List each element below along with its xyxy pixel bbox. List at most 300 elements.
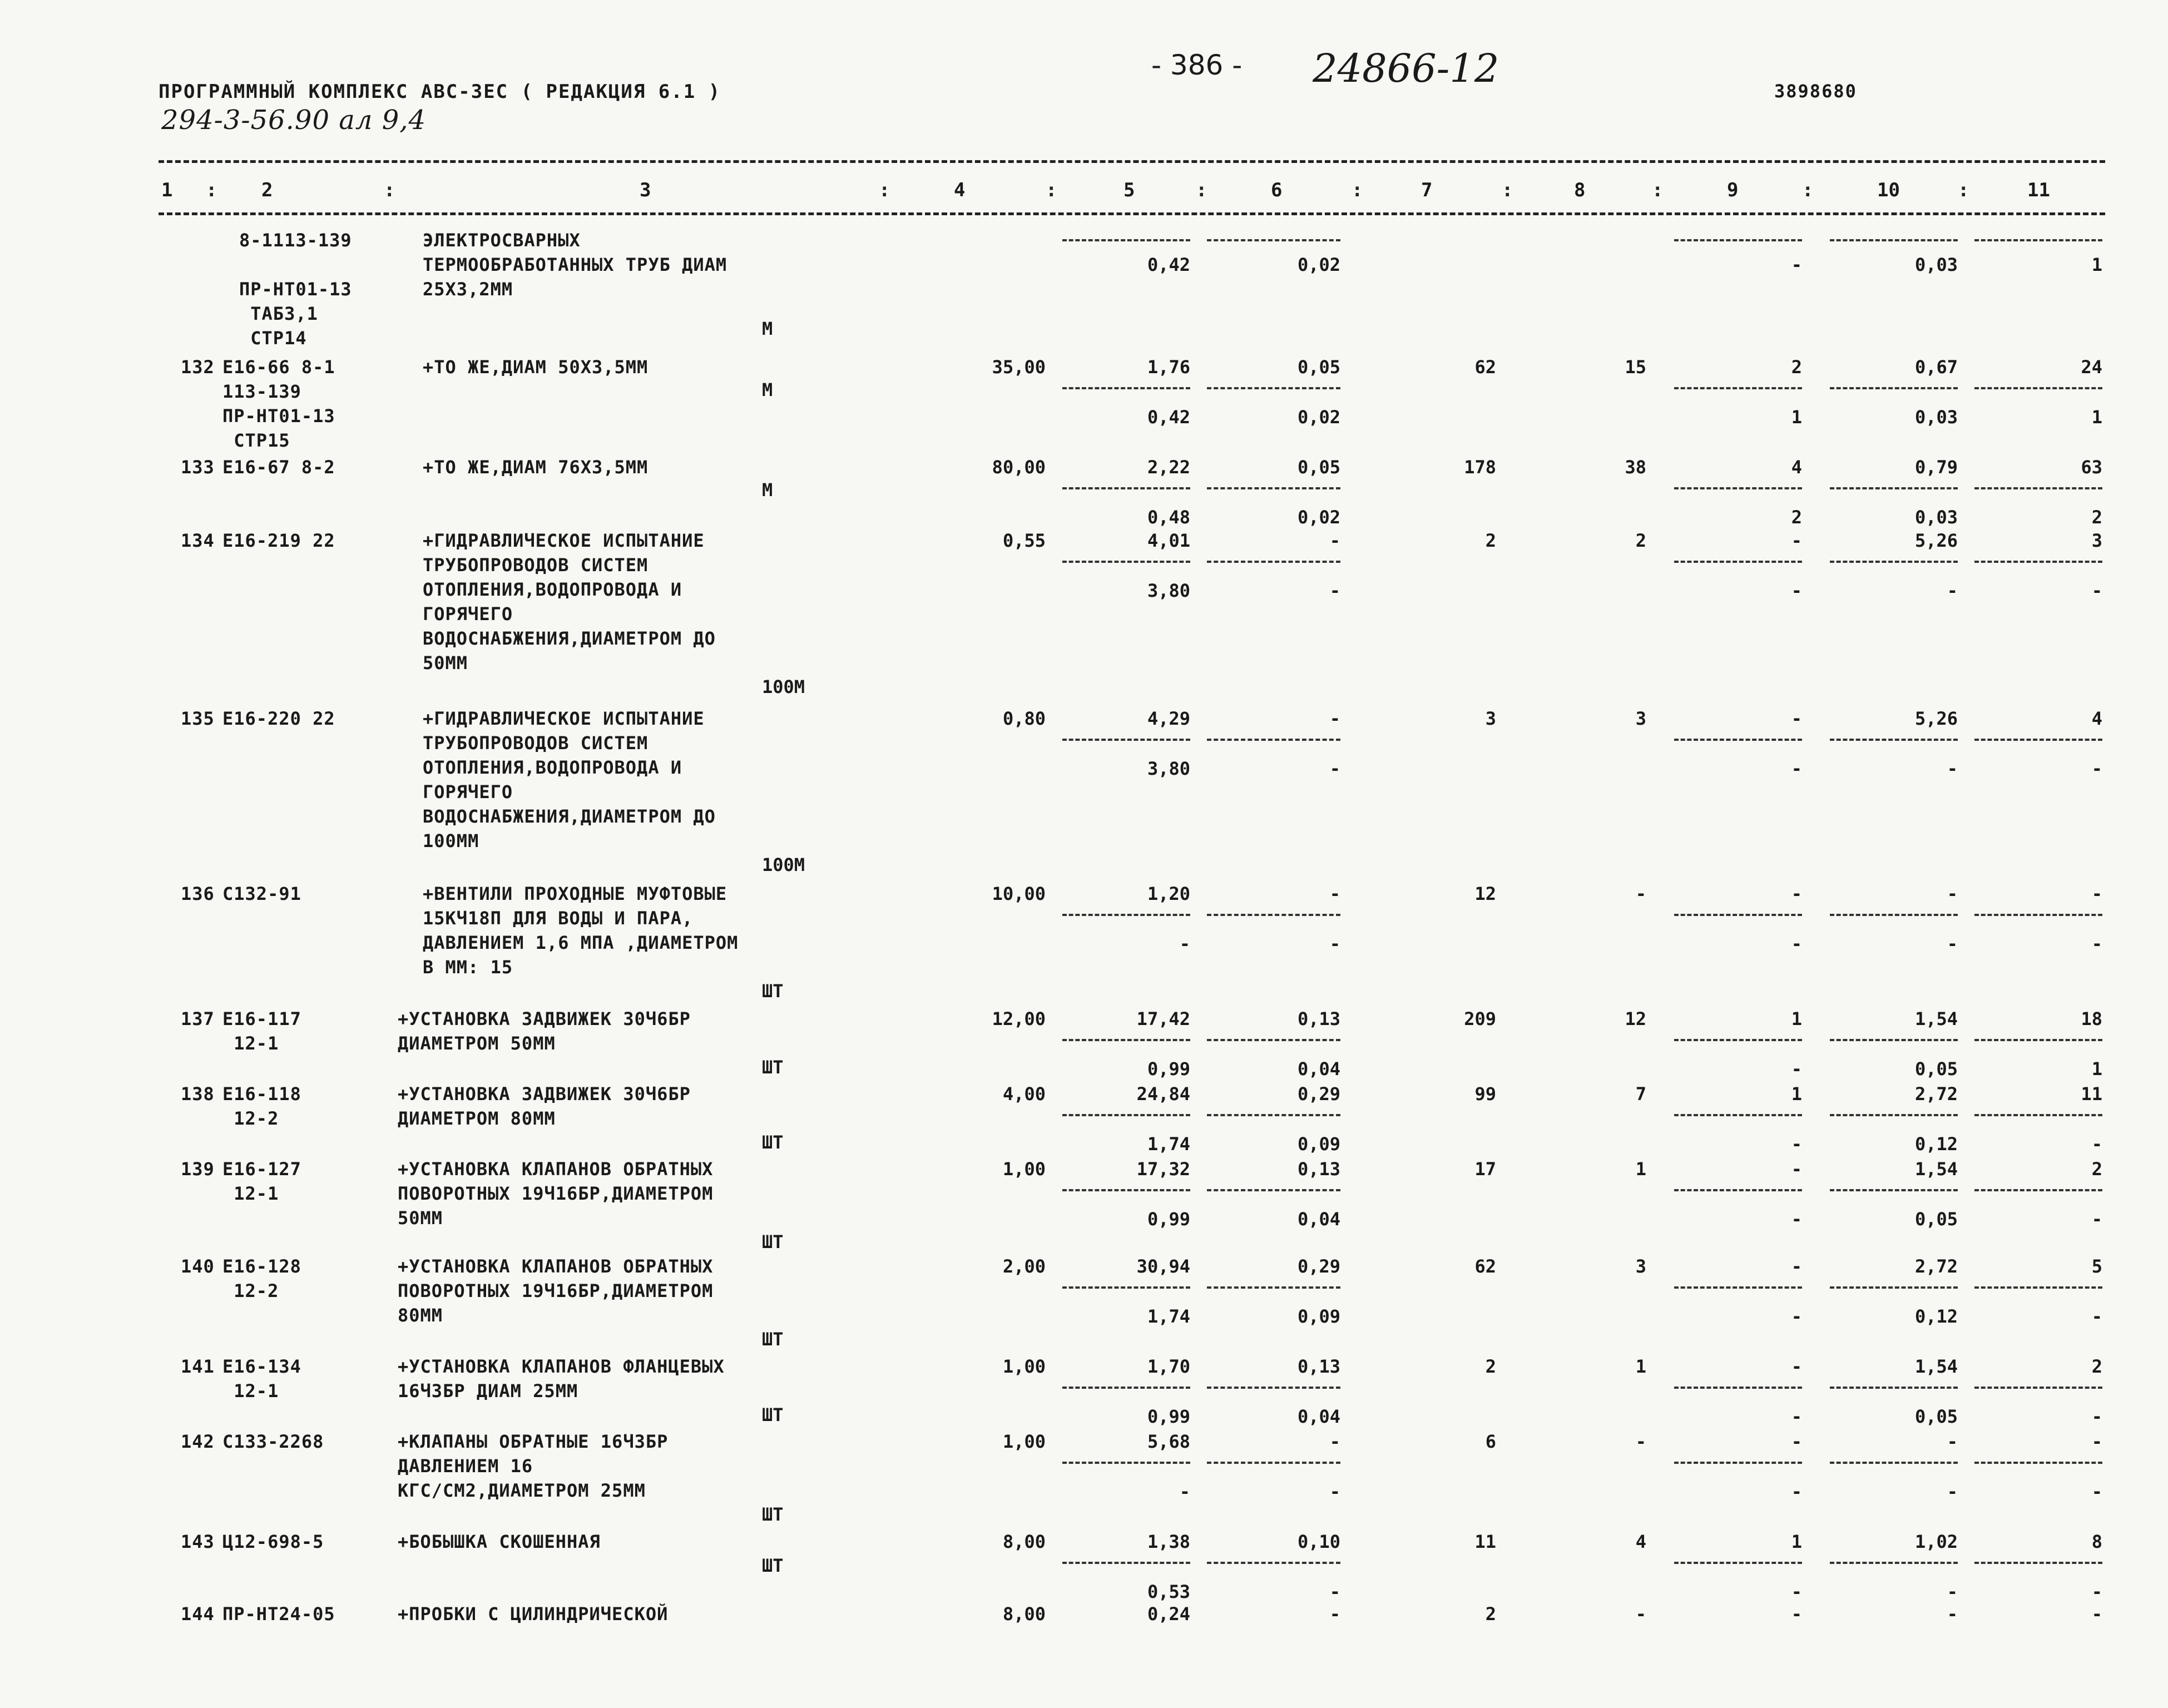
row-number: 134 (181, 530, 215, 551)
value-col6-b: 0,09 (1297, 1133, 1340, 1155)
value-col5-a: 1,70 (1147, 1356, 1190, 1377)
value-separator (1207, 561, 1340, 563)
column-header: 2 (261, 179, 273, 201)
value-col6-a: 0,13 (1297, 1008, 1340, 1029)
value-separator (1062, 239, 1190, 241)
row-number: 135 (181, 708, 215, 729)
value-col8: 15 (1625, 357, 1646, 378)
value-col11-b: 1 (2091, 254, 2102, 275)
value-separator (1974, 1114, 2102, 1116)
value-col6-b: - (1329, 933, 1340, 954)
value-col7: 99 (1474, 1083, 1496, 1105)
value-col4: 0,55 (1002, 530, 1046, 551)
value-col10-a: 2,72 (1914, 1256, 1958, 1277)
value-col9-b: - (1791, 933, 1802, 954)
value-col7: 17 (1474, 1159, 1496, 1180)
value-col9-b: - (1791, 758, 1802, 779)
value-col4: 1,00 (1002, 1356, 1046, 1377)
value-col11-a: 2 (2091, 1356, 2102, 1377)
value-col6-b: 0,02 (1297, 507, 1340, 528)
value-col6-a: 0,10 (1297, 1531, 1340, 1552)
norm-code: Ц12-698-5 (222, 1531, 324, 1552)
value-col7: 2 (1485, 1603, 1496, 1625)
row-number: 137 (181, 1008, 215, 1029)
value-col5-a: 1,76 (1147, 357, 1190, 378)
value-col8: 3 (1635, 1256, 1646, 1277)
value-col9-a: 4 (1791, 457, 1802, 478)
value-col11-a: 63 (2081, 457, 2102, 478)
value-separator (1974, 1462, 2102, 1464)
row-number: 143 (181, 1531, 215, 1552)
value-col10-a: 1,54 (1914, 1159, 1958, 1180)
value-col11-b: - (2091, 1581, 2102, 1602)
value-col5-a: 5,68 (1147, 1431, 1190, 1452)
work-description: +КЛАПАНЫ ОБРАТНЫЕ 16Ч3БР ДАВЛЕНИЕМ 16 КГС/СМ2,ДИАМЕТРОМ 25ММ (398, 1431, 669, 1501)
value-separator (1062, 1462, 1190, 1464)
work-description: +ТО ЖЕ,ДИАМ 76Х3,5ММ (423, 457, 649, 478)
value-separator (1674, 1462, 1802, 1464)
value-col9-b: - (1791, 1581, 1802, 1602)
value-col6-a: 0,29 (1297, 1256, 1340, 1277)
value-separator (1062, 1189, 1190, 1191)
value-separator (1674, 1286, 1802, 1289)
value-col7: 178 (1464, 457, 1496, 478)
value-col10-b: 0,03 (1914, 407, 1958, 428)
column-header: 7 (1421, 179, 1433, 201)
value-col8: 1 (1635, 1356, 1646, 1377)
value-col5-b: - (1179, 933, 1190, 954)
value-col6-a: 0,13 (1297, 1159, 1340, 1180)
value-separator (1674, 239, 1802, 241)
column-separator: : (1046, 179, 1057, 201)
column-header: 5 (1123, 179, 1135, 201)
value-separator (1674, 1387, 1802, 1389)
value-col5-a: 30,94 (1136, 1256, 1190, 1277)
unit-of-measure: ШТ (762, 1132, 784, 1153)
unit-of-measure: ШТ (762, 1404, 784, 1425)
value-col8: 2 (1635, 530, 1646, 551)
row-number: 138 (181, 1083, 215, 1105)
value-col8: - (1635, 1431, 1646, 1452)
norm-code: Е16-66 8-1 113-139 ПР-НТ01-13 СТР15 (222, 357, 335, 451)
value-col8: 12 (1625, 1008, 1646, 1029)
value-col7: 3 (1485, 708, 1496, 729)
value-col8: 1 (1635, 1159, 1646, 1180)
unit-of-measure: М (762, 479, 773, 501)
value-col4: 1,00 (1002, 1431, 1046, 1452)
value-col9-b: - (1791, 580, 1802, 601)
value-col4: 2,00 (1002, 1256, 1046, 1277)
row-number: 133 (181, 457, 215, 478)
work-description: ЭЛЕКТРОСВАРНЫХ ТЕРМООБРАБОТАННЫХ ТРУБ ДИАМ 25Х3,2ММ (423, 230, 727, 300)
value-col9-a: 2 (1791, 357, 1802, 378)
value-col6-a: - (1329, 1431, 1340, 1452)
value-separator (1207, 1462, 1340, 1464)
value-col11-b: - (2091, 1133, 2102, 1155)
unit-of-measure: 100М (762, 854, 805, 875)
norm-code: С132-91 (222, 883, 301, 904)
value-separator (1830, 1114, 1958, 1116)
value-col10-b: 0,03 (1914, 254, 1958, 275)
value-col6-b: - (1329, 1581, 1340, 1602)
value-col10-b: 0,05 (1914, 1209, 1958, 1230)
row-number: 140 (181, 1256, 215, 1277)
work-description: +БОБЫШКА СКОШЕННАЯ (398, 1531, 601, 1552)
value-separator (1674, 561, 1802, 563)
value-col7: 11 (1474, 1531, 1496, 1552)
value-col9-a: - (1791, 1256, 1802, 1277)
value-col6-a: 0,05 (1297, 357, 1340, 378)
norm-code: Е16-118 12-2 (222, 1083, 301, 1129)
value-separator (1830, 1387, 1958, 1389)
value-col5-a: 17,32 (1136, 1159, 1190, 1180)
value-col5-b: 1,74 (1147, 1306, 1190, 1327)
norm-code: Е16-219 22 (222, 530, 335, 551)
column-header: 9 (1727, 179, 1739, 201)
value-col10-b: 0,12 (1914, 1133, 1958, 1155)
value-col10-b: 0,03 (1914, 507, 1958, 528)
norm-code: Е16-117 12-1 (222, 1008, 301, 1054)
unit-of-measure: М (762, 318, 773, 339)
value-col5-a: 1,38 (1147, 1531, 1190, 1552)
value-col6-b: - (1329, 758, 1340, 779)
value-col4: 0,80 (1002, 708, 1046, 729)
top-rule (159, 160, 2105, 163)
value-col6-b: 0,04 (1297, 1058, 1340, 1080)
value-col7: 62 (1474, 357, 1496, 378)
value-separator (1974, 487, 2102, 489)
value-col11-a: 3 (2091, 530, 2102, 551)
row-number: 144 (181, 1603, 215, 1625)
value-col5-b: 0,53 (1147, 1581, 1190, 1602)
value-separator (1207, 1562, 1340, 1564)
row-number: 132 (181, 357, 215, 378)
value-separator (1830, 914, 1958, 916)
value-col10-a: 0,67 (1914, 357, 1958, 378)
value-col11-a: - (2091, 883, 2102, 904)
value-separator (1674, 387, 1802, 389)
value-separator (1062, 387, 1190, 389)
handwritten-number: 24866-12 (1313, 46, 1499, 91)
value-col11-a: 18 (2081, 1008, 2102, 1029)
value-col10-a: 1,54 (1914, 1356, 1958, 1377)
value-col9-b: 1 (1791, 407, 1802, 428)
value-separator (1062, 1114, 1190, 1116)
value-separator (1062, 1039, 1190, 1041)
value-col10-b: - (1947, 933, 1958, 954)
value-col6-b: - (1329, 580, 1340, 601)
value-col4: 8,00 (1002, 1603, 1046, 1625)
work-description: +ГИДРАВЛИЧЕСКОЕ ИСПЫТАНИЕ ТРУБОПРОВОДОВ СИСТЕМ ОТОПЛЕНИЯ,ВОДОПРОВОДА И ГОРЯЧЕГО ВОДОСНАБЖЕНИЯ,ДИАМЕТРОМ ДО 100ММ (423, 708, 716, 851)
value-separator (1830, 1562, 1958, 1564)
value-col10-a: 5,26 (1914, 708, 1958, 729)
value-col5-a: 0,24 (1147, 1603, 1190, 1625)
row-number: 142 (181, 1431, 215, 1452)
value-col6-b: 0,02 (1297, 254, 1340, 275)
column-header: 11 (2027, 179, 2050, 201)
unit-of-measure: ШТ (762, 1504, 784, 1525)
column-header: 1 (161, 179, 173, 201)
value-separator (1974, 1562, 2102, 1564)
value-col11-b: - (2091, 758, 2102, 779)
value-col7: 12 (1474, 883, 1496, 904)
value-separator (1674, 1189, 1802, 1191)
value-col5-b: 0,48 (1147, 507, 1190, 528)
value-col11-b: 2 (2091, 507, 2102, 528)
value-col9-a: 1 (1791, 1083, 1802, 1105)
value-col8: - (1635, 883, 1646, 904)
value-col4: 80,00 (992, 457, 1046, 478)
value-col9-a: - (1791, 1603, 1802, 1625)
norm-code: 8-1113-139 ПР-НТ01-13 ТАБ3,1 СТР14 (239, 230, 352, 349)
value-col4: 12,00 (992, 1008, 1046, 1029)
work-description: +УСТАНОВКА КЛАПАНОВ ФЛАНЦЕВЫХ 16Ч3БР ДИАМ 25ММ (398, 1356, 725, 1402)
unit-of-measure: ШТ (762, 1555, 784, 1576)
value-separator (1830, 1286, 1958, 1289)
norm-code: ПР-НТ24-05 (222, 1603, 335, 1625)
value-separator (1062, 487, 1190, 489)
value-col10-a: - (1947, 1431, 1958, 1452)
value-col5-a: 4,01 (1147, 530, 1190, 551)
value-separator (1974, 1189, 2102, 1191)
value-col9-b: - (1791, 1133, 1802, 1155)
value-col8: - (1635, 1603, 1646, 1625)
column-header: 6 (1271, 179, 1283, 201)
value-separator (1207, 1189, 1340, 1191)
value-col9-a: - (1791, 530, 1802, 551)
value-col9-b: - (1791, 1306, 1802, 1327)
page-number: - 386 - (1151, 49, 1243, 81)
value-separator (1830, 1039, 1958, 1041)
work-description: +УСТАНОВКА ЗАДВИЖЕК 30Ч6БР ДИАМЕТРОМ 80ММ (398, 1083, 691, 1129)
value-col11-b: - (2091, 1406, 2102, 1427)
value-separator (1207, 1387, 1340, 1389)
value-col6-a: 0,13 (1297, 1356, 1340, 1377)
norm-code: Е16-134 12-1 (222, 1356, 301, 1402)
work-description: +ГИДРАВЛИЧЕСКОЕ ИСПЫТАНИЕ ТРУБОПРОВОДОВ СИСТЕМ ОТОПЛЕНИЯ,ВОДОПРОВОДА И ГОРЯЧЕГО ВОДОСНАБЖЕНИЯ,ДИАМЕТРОМ ДО 50ММ (423, 530, 716, 674)
value-col11-a: 5 (2091, 1256, 2102, 1277)
value-separator (1674, 487, 1802, 489)
header-bottom-rule (159, 212, 2105, 215)
unit-of-measure: ШТ (762, 1057, 784, 1078)
column-separator: : (1958, 179, 1969, 201)
norm-code: Е16-67 8-2 (222, 457, 335, 478)
value-separator (1974, 1039, 2102, 1041)
value-col8: 3 (1635, 708, 1646, 729)
value-col11-a: 8 (2091, 1531, 2102, 1552)
value-separator (1062, 1387, 1190, 1389)
value-separator (1674, 1562, 1802, 1564)
value-col9-a: 1 (1791, 1008, 1802, 1029)
column-separator: : (879, 179, 890, 201)
column-separator: : (384, 179, 395, 201)
value-separator (1974, 387, 2102, 389)
value-separator (1974, 1387, 2102, 1389)
value-col5-a: 2,22 (1147, 457, 1190, 478)
unit-of-measure: ШТ (762, 1329, 784, 1350)
value-col9-a: - (1791, 1159, 1802, 1180)
value-col9-b: 2 (1791, 507, 1802, 528)
value-col4: 8,00 (1002, 1531, 1046, 1552)
value-col6-a: - (1329, 1603, 1340, 1625)
value-col9-b: - (1791, 254, 1802, 275)
value-separator (1207, 1286, 1340, 1289)
value-col5-b: 0,99 (1147, 1209, 1190, 1230)
value-col5-b: 3,80 (1147, 758, 1190, 779)
unit-of-measure: ШТ (762, 1231, 784, 1252)
norm-code: С133-2268 (222, 1431, 324, 1452)
value-separator (1974, 739, 2102, 741)
value-separator (1974, 1286, 2102, 1289)
value-col9-a: 1 (1791, 1531, 1802, 1552)
row-number: 136 (181, 883, 215, 904)
column-header: 10 (1877, 179, 1900, 201)
document-code: 3898680 (1774, 81, 1857, 102)
value-col11-b: - (2091, 1306, 2102, 1327)
work-description: +УСТАНОВКА КЛАПАНОВ ОБРАТНЫХ ПОВОРОТНЫХ 19Ч16БР,ДИАМЕТРОМ 50ММ (398, 1159, 714, 1229)
work-description: +ТО ЖЕ,ДИАМ 50Х3,5ММ (423, 357, 649, 378)
norm-code: Е16-127 12-1 (222, 1159, 301, 1204)
value-col9-b: - (1791, 1209, 1802, 1230)
value-col10-b: - (1947, 580, 1958, 601)
value-col4: 4,00 (1002, 1083, 1046, 1105)
value-col7: 2 (1485, 1356, 1496, 1377)
value-col5-a: 24,84 (1136, 1083, 1190, 1105)
value-col6-b: 0,04 (1297, 1209, 1340, 1230)
column-header: 3 (640, 179, 651, 201)
value-col10-a: 0,79 (1914, 457, 1958, 478)
value-col7: 62 (1474, 1256, 1496, 1277)
value-col9-b: - (1791, 1406, 1802, 1427)
value-col9-a: - (1791, 1356, 1802, 1377)
unit-of-measure: ШТ (762, 981, 784, 1002)
value-separator (1674, 914, 1802, 916)
value-separator (1207, 914, 1340, 916)
value-separator (1207, 739, 1340, 741)
value-separator (1062, 561, 1190, 563)
unit-of-measure: М (762, 379, 773, 400)
value-col5-a: 1,20 (1147, 883, 1190, 904)
column-separator: : (1196, 179, 1207, 201)
value-col10-b: - (1947, 1481, 1958, 1502)
value-col10-a: 1,02 (1914, 1531, 1958, 1552)
value-col11-a: 24 (2081, 357, 2102, 378)
value-separator (1830, 239, 1958, 241)
value-col11-a: 2 (2091, 1159, 2102, 1180)
value-col11-b: - (2091, 1481, 2102, 1502)
value-separator (1207, 487, 1340, 489)
value-col6-a: 0,05 (1297, 457, 1340, 478)
value-separator (1062, 914, 1190, 916)
column-separator: : (206, 179, 217, 201)
value-col4: 1,00 (1002, 1159, 1046, 1180)
row-number: 139 (181, 1159, 215, 1180)
value-separator (1207, 387, 1340, 389)
column-header: 8 (1574, 179, 1586, 201)
value-separator (1674, 739, 1802, 741)
row-number: 141 (181, 1356, 215, 1377)
value-col6-b: 0,09 (1297, 1306, 1340, 1327)
value-col5-b: 3,80 (1147, 580, 1190, 601)
value-col5-a: 17,42 (1136, 1008, 1190, 1029)
value-col11-b: - (2091, 580, 2102, 601)
value-col7: 209 (1464, 1008, 1496, 1029)
value-separator (1974, 914, 2102, 916)
value-separator (1830, 487, 1958, 489)
value-col10-b: 0,05 (1914, 1058, 1958, 1080)
value-col6-b: 0,02 (1297, 407, 1340, 428)
value-col10-a: 5,26 (1914, 530, 1958, 551)
value-col6-b: - (1329, 1481, 1340, 1502)
value-col5-a: 4,29 (1147, 708, 1190, 729)
value-separator (1207, 239, 1340, 241)
value-col11-a: - (2091, 1603, 2102, 1625)
value-col6-b: 0,04 (1297, 1406, 1340, 1427)
value-col6-a: 0,29 (1297, 1083, 1340, 1105)
value-col10-a: 2,72 (1914, 1083, 1958, 1105)
value-col9-a: - (1791, 883, 1802, 904)
value-col9-a: - (1791, 1431, 1802, 1452)
norm-code: Е16-128 12-2 (222, 1256, 301, 1301)
value-col5-b: 0,42 (1147, 407, 1190, 428)
value-col5-b: 0,42 (1147, 254, 1190, 275)
value-col9-b: - (1791, 1058, 1802, 1080)
value-col11-b: - (2091, 1209, 2102, 1230)
value-separator (1674, 1114, 1802, 1116)
value-separator (1830, 561, 1958, 563)
value-col11-a: 4 (2091, 708, 2102, 729)
value-col8: 4 (1635, 1531, 1646, 1552)
value-col5-b: - (1179, 1481, 1190, 1502)
work-description: +УСТАНОВКА КЛАПАНОВ ОБРАТНЫХ ПОВОРОТНЫХ 19Ч16БР,ДИАМЕТРОМ 80ММ (398, 1256, 714, 1326)
value-col10-a: - (1947, 1603, 1958, 1625)
column-header: 4 (954, 179, 966, 201)
value-col7: 2 (1485, 530, 1496, 551)
value-col9-b: - (1791, 1481, 1802, 1502)
value-col6-a: - (1329, 883, 1340, 904)
value-separator (1207, 1114, 1340, 1116)
work-description: +ПРОБКИ С ЦИЛИНДРИЧЕСКОЙ (398, 1603, 669, 1625)
value-col10-b: 0,05 (1914, 1406, 1958, 1427)
column-separator: : (1802, 179, 1814, 201)
value-col7: 6 (1485, 1431, 1496, 1452)
value-separator (1830, 1189, 1958, 1191)
value-col6-a: - (1329, 708, 1340, 729)
column-separator: : (1352, 179, 1363, 201)
value-separator (1830, 739, 1958, 741)
value-separator (1830, 1462, 1958, 1464)
value-separator (1062, 739, 1190, 741)
value-separator (1674, 1039, 1802, 1041)
document-number: 294-3-56.90 ал 9,4 (161, 105, 427, 136)
work-description: +ВЕНТИЛИ ПРОХОДНЫЕ МУФТОВЫЕ 15КЧ18П ДЛЯ ВОДЫ И ПАРА, ДАВЛЕНИЕМ 1,6 МПА ,ДИАМЕТРОМ В ММ: 15 (423, 883, 739, 978)
value-separator (1830, 387, 1958, 389)
program-title: ПРОГРАММНЫЙ КОМПЛЕКС АВС-3ЕС ( РЕДАКЦИЯ 6.1 ) (159, 81, 721, 103)
value-separator (1207, 1039, 1340, 1041)
value-col6-a: - (1329, 530, 1340, 551)
value-col8: 38 (1625, 457, 1646, 478)
value-col4: 10,00 (992, 883, 1046, 904)
value-col11-b: 1 (2091, 407, 2102, 428)
value-col8: 7 (1635, 1083, 1646, 1105)
value-separator (1974, 561, 2102, 563)
value-col11-a: 11 (2081, 1083, 2102, 1105)
value-col4: 35,00 (992, 357, 1046, 378)
value-col5-b: 1,74 (1147, 1133, 1190, 1155)
column-separator: : (1652, 179, 1664, 201)
value-col10-b: 0,12 (1914, 1306, 1958, 1327)
value-col5-b: 0,99 (1147, 1406, 1190, 1427)
